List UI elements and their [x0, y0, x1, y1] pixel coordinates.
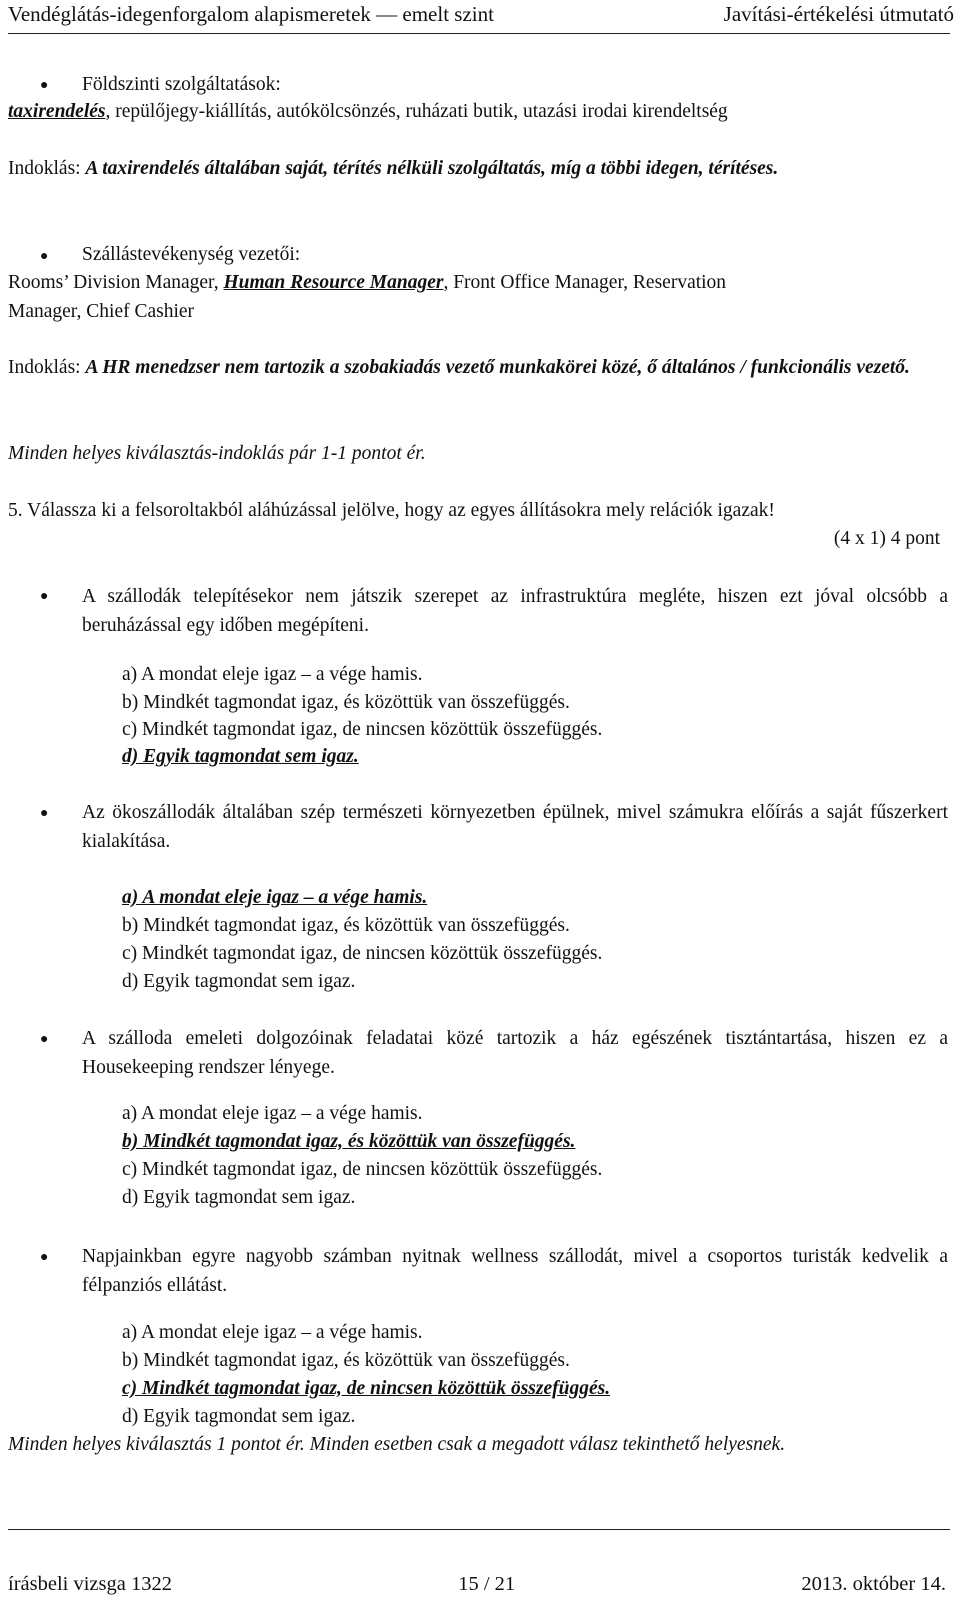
q3-option-c: c) Mindkét tagmondat igaz, de nincsen közöttük összefüggés. — [122, 1159, 603, 1180]
footer-date: 2013. október 14. — [801, 1573, 946, 1595]
q3-option-d: d) Egyik tagmondat sem igaz. — [122, 1187, 356, 1208]
reason-label: Indoklás: — [8, 357, 86, 378]
footer-rule — [8, 1529, 950, 1530]
q1-option-b: b) Mindkét tagmondat igaz, és közöttük van összefüggés. — [122, 692, 570, 713]
task-5-prompt: 5. Válassza ki a felsoroltakból aláhúzással jelölve, hogy az egyes állításokra mely relációk igazak! — [8, 500, 775, 521]
bullet-icon: ● — [40, 1032, 49, 1047]
bullet-icon: ● — [40, 1250, 49, 1265]
reason-label: Indoklás: — [8, 158, 86, 179]
page-header — [8, 2, 954, 34]
managers-post: , Front Office Manager, Reservation — [443, 272, 727, 293]
q2-option-b: b) Mindkét tagmondat igaz, és közöttük van összefüggés. — [122, 915, 570, 936]
q4-option-a: a) A mondat eleje igaz – a vége hamis. — [122, 1322, 423, 1343]
statement-3: A szálloda emeleti dolgozóinak feladatai közé tartozik a ház egészének tisztántartása, hiszen ez a Housekeeping rendszer lényege. — [82, 1028, 948, 1078]
section-b-title: Szállástevékenység vezetői: — [82, 244, 301, 265]
q3-option-b-correct: b) Mindkét tagmondat igaz, és közöttük van összefüggés. — [122, 1131, 576, 1152]
header-rule — [8, 33, 950, 34]
bullet-icon: ● — [40, 249, 49, 264]
q1-option-a: a) A mondat eleje igaz – a vége hamis. — [122, 664, 423, 685]
q4-option-c-correct: c) Mindkét tagmondat igaz, de nincsen közöttük összefüggés. — [122, 1378, 611, 1399]
section-b-reason — [8, 353, 948, 382]
statement-1: A szállodák telepítésekor nem játszik szerepet az infrastruktúra megléte, hiszen ezt jóval olcsóbb a beruházással egy időben megépíteni. — [82, 586, 948, 636]
q1-option-c: c) Mindkét tagmondat igaz, de nincsen közöttük összefüggés. — [122, 719, 603, 740]
section-b-line1 — [8, 268, 948, 297]
marked-item: taxirendelés — [8, 101, 106, 122]
final-note: Minden helyes kiválasztás 1 pontot ér. Minden esetben csak a megadott válasz tekinthető helyesnek. — [8, 1434, 786, 1455]
q4-option-b: b) Mindkét tagmondat igaz, és közöttük van összefüggés. — [122, 1350, 570, 1371]
statement-2: Az ökoszállodák általában szép természeti környezetben épülnek, mivel számukra előírás a saját fűszerkert kialakítása. — [82, 802, 948, 852]
section-a-reason — [8, 154, 948, 183]
statement-4: Napjainkban egyre nagyobb számban nyitnak wellness szállodát, mivel a csoportos turisták kedvelik a félpanziós ellátást. — [82, 1246, 948, 1296]
scoring-note: Minden helyes kiválasztás-indoklás pár 1-1 pontot ér. — [8, 443, 426, 464]
reason-text: A taxirendelés általában saját, térítés nélküli szolgáltatás, míg a többi idegen, térítéses. — [85, 158, 779, 179]
q3-option-a: a) A mondat eleje igaz – a vége hamis. — [122, 1103, 423, 1124]
reason-text: A HR menedzser nem tartozik a szobakiadás vezető munkakörei közé, ő általános / funkcionális vezető. — [85, 357, 910, 378]
other-items: , repülőjegy-kiállítás, autókölcsönzés, ruházati butik, utazási irodai kirendeltség — [105, 101, 728, 122]
q2-option-a-correct: a) A mondat eleje igaz – a vége hamis. — [122, 887, 428, 908]
marked-manager: Human Resource Manager — [223, 272, 444, 293]
section-a-title: Földszinti szolgáltatások: — [82, 74, 281, 95]
q2-option-d: d) Egyik tagmondat sem igaz. — [122, 971, 356, 992]
q4-option-d: d) Egyik tagmondat sem igaz. — [122, 1406, 356, 1427]
bullet-icon: ● — [40, 78, 49, 93]
managers-pre: Rooms’ Division Manager, — [8, 272, 224, 293]
q1-option-d-correct: d) Egyik tagmondat sem igaz. — [122, 746, 359, 767]
page-footer — [8, 1573, 946, 1596]
section-a-items — [8, 97, 948, 126]
page-number: 15 / 21 — [458, 1573, 516, 1595]
bullet-icon: ● — [40, 589, 49, 604]
q2-option-c: c) Mindkét tagmondat igaz, de nincsen közöttük összefüggés. — [122, 943, 603, 964]
bullet-icon: ● — [40, 806, 49, 821]
header-right: Javítási-értékelési útmutató — [723, 2, 954, 26]
footer-exam: írásbeli vizsga 1322 — [8, 1573, 172, 1595]
header-title: Vendéglátás-idegenforgalom alapismeretek — emelt szint — [8, 2, 494, 26]
section-b-line2: Manager, Chief Cashier — [8, 301, 195, 322]
task-5-points: (4 x 1) 4 pont — [833, 528, 940, 549]
